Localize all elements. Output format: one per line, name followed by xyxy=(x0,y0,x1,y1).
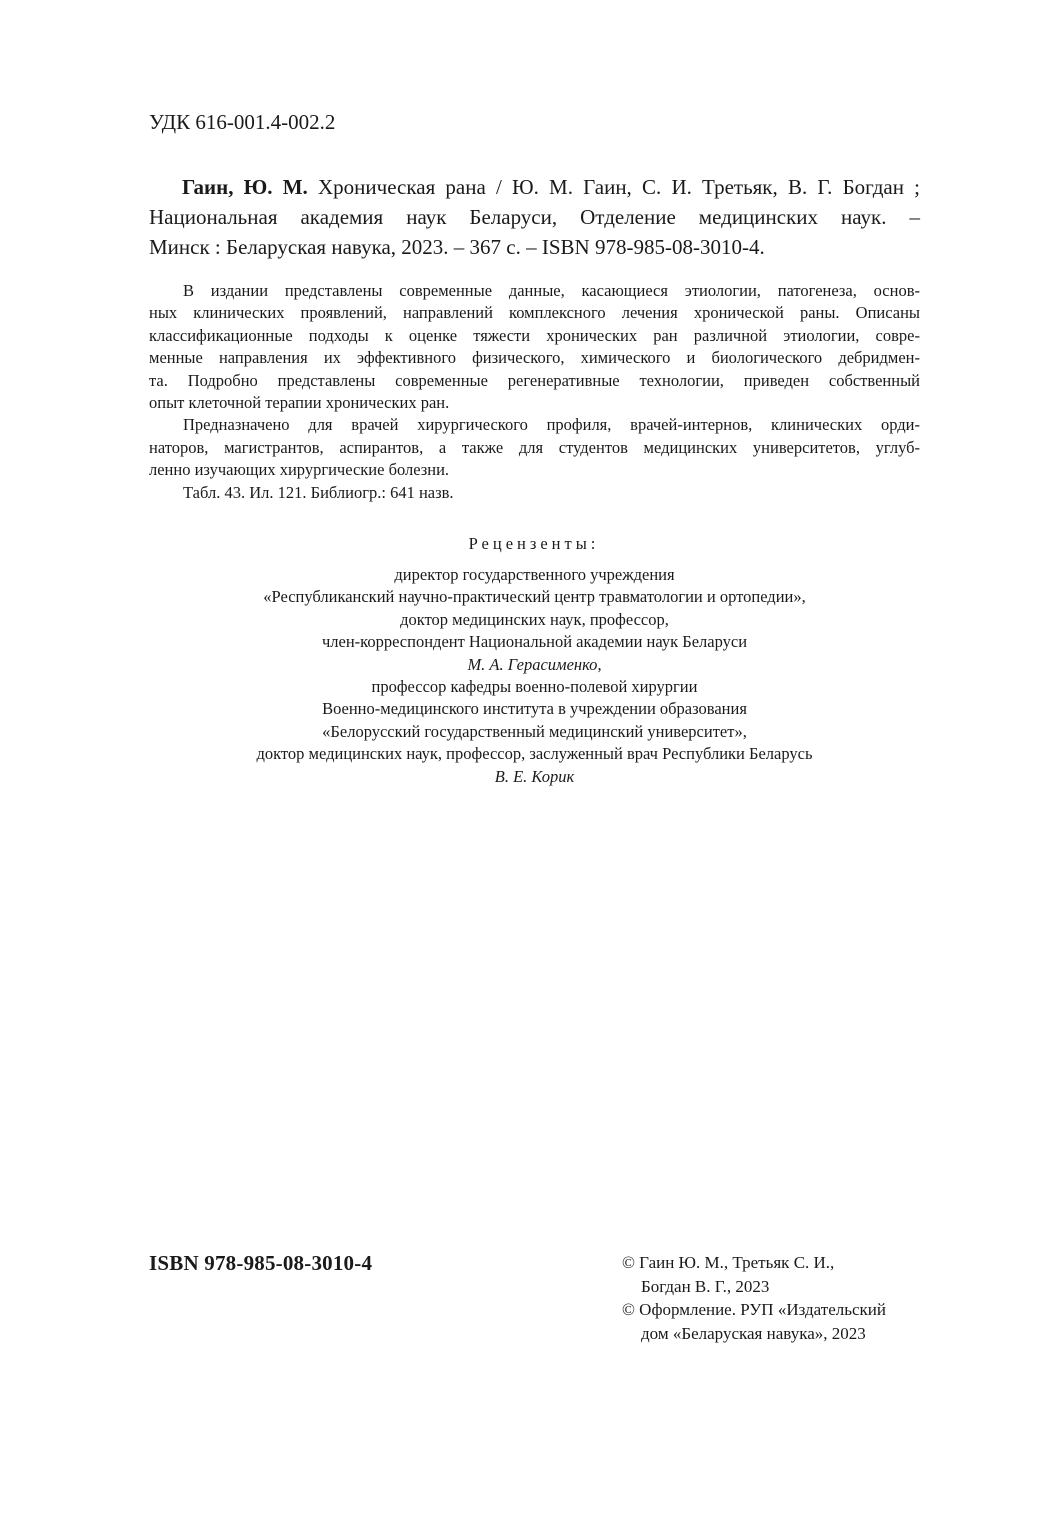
copyright-line: © Гаин Ю. М., Третьяк С. И., xyxy=(622,1253,835,1272)
audience-line: Предназначено для врачей хирургического профиля, врачей-интернов, клинических орди- xyxy=(183,415,920,435)
abstract xyxy=(149,280,920,504)
abstract-line: В издании представлены современные данные, касающиеся этиологии, патогенеза, основ- xyxy=(183,281,920,300)
abstract-line: ных клинических проявлений, направлений комплексного лечения хронической раны. Описаны xyxy=(149,303,920,323)
biblio-line-1 xyxy=(149,172,920,202)
reviewer-2-line: доктор медицинских наук, профессор, заслуженный врач Республики Беларусь xyxy=(256,744,813,764)
reviewer-1-name-suffix: , xyxy=(597,654,602,674)
bibliographic-description xyxy=(149,172,920,262)
reviewer-1-line: член-корреспондент Национальной академии наук Беларуси xyxy=(321,632,748,652)
abstract-line: та. Подробно представлены современные регенеративные технологии, приведен собственный xyxy=(149,370,920,390)
copyright-block xyxy=(622,1251,942,1345)
reviewer-2-name: В. Е. Корик xyxy=(494,766,575,786)
biblio-line-3: Минск : Беларуская навука, 2023. – 367 с. – ISBN 978-985-08-3010-4. xyxy=(149,235,765,259)
title-info: Хроническая рана / Ю. М. Гаин, С. И. Третьяк, В. Г. Богдан ; xyxy=(307,175,920,199)
reviewer-1-line: доктор медицинских наук, профессор, xyxy=(400,609,669,629)
reviewer-1-line: «Республиканский научно-практический центр травматологии и ортопедии», xyxy=(263,587,806,607)
copyright-line: © Оформление. РУП «Издательский xyxy=(622,1300,886,1319)
stats-line: Табл. 43. Ил. 121. Библиогр.: 641 назв. xyxy=(183,482,454,502)
reviewer-2-line: «Белорусский государственный медицинский университет», xyxy=(322,721,747,741)
isbn: ISBN 978-985-08-3010-4 xyxy=(149,1251,373,1275)
copyright-line: Богдан В. Г., 2023 xyxy=(641,1276,770,1296)
abstract-line: менные направления их эффективного физического, химического и биологического дебридмен- xyxy=(149,348,920,368)
abstract-line: классификационные подходы к оценке тяжести хронических ран различной этиологии, совре- xyxy=(149,325,920,345)
udk-code: УДК 616-001.4-002.2 xyxy=(149,110,336,134)
reviewer-1-name: М. А. Герасименко xyxy=(467,654,598,674)
abstract-line: опыт клеточной терапии хронических ран. xyxy=(149,392,450,412)
reviewer-2-line: Военно-медицинского института в учреждении образования xyxy=(322,699,747,719)
reviewer-2-line: профессор кафедры военно-полевой хирургии xyxy=(371,676,698,696)
reviewer-1-line: директор государственного учреждения xyxy=(394,565,675,584)
biblio-line-2: Национальная академия наук Беларуси, Отделение медицинских наук. – xyxy=(149,205,920,229)
audience-line: наторов, магистрантов, аспирантов, а также для студентов медицинских университетов, углуб- xyxy=(149,437,920,457)
reviewers-heading: Рецензенты: xyxy=(468,534,600,553)
audience-line: ленно изучающих хирургические болезни. xyxy=(149,460,450,480)
reviewer-1-name-line xyxy=(149,654,920,676)
copyright-line: дом «Беларуская навука», 2023 xyxy=(641,1323,866,1343)
reviewers-list xyxy=(149,564,920,788)
author-name: Гаин, Ю. М. xyxy=(182,175,308,199)
